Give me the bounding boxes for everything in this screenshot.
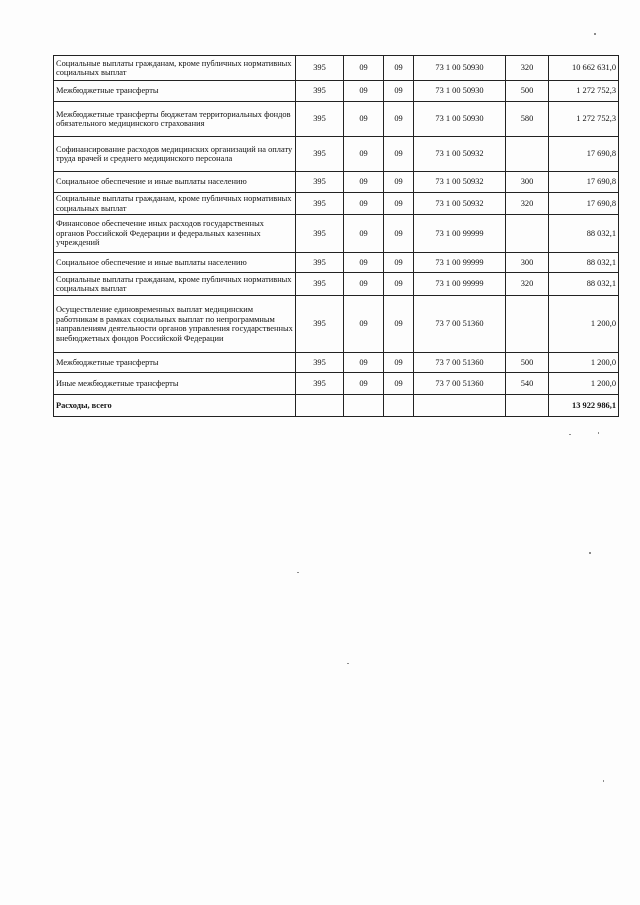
total-sum: 13 922 986,1 bbox=[549, 395, 619, 417]
row-csr: 73 7 00 51360 bbox=[414, 296, 506, 353]
row-sum: 17 690,8 bbox=[549, 193, 619, 215]
row-pr: 09 bbox=[384, 172, 414, 193]
row-vr: 300 bbox=[506, 253, 549, 273]
row-name: Социальное обеспечение и иные выплаты населению bbox=[54, 172, 296, 193]
row-vr: 500 bbox=[506, 353, 549, 373]
total-empty-cell bbox=[296, 395, 344, 417]
row-pr: 09 bbox=[384, 253, 414, 273]
row-pr: 09 bbox=[384, 353, 414, 373]
row-name: Социальные выплаты гражданам, кроме публичных нормативных социальных выплат bbox=[54, 273, 296, 296]
row-name: Иные межбюджетные трансферты bbox=[54, 373, 296, 395]
row-name: Социальные выплаты гражданам, кроме публичных нормативных социальных выплат bbox=[54, 56, 296, 81]
row-rz: 09 bbox=[344, 353, 384, 373]
scan-speck bbox=[347, 663, 349, 664]
table-row bbox=[54, 215, 619, 253]
row-sum: 88 032,1 bbox=[549, 215, 619, 253]
total-empty-cell bbox=[506, 395, 549, 417]
row-csr: 73 1 00 50930 bbox=[414, 56, 506, 81]
row-name: Социальное обеспечение и иные выплаты населению bbox=[54, 253, 296, 273]
row-rz: 09 bbox=[344, 273, 384, 296]
row-sum: 17 690,8 bbox=[549, 137, 619, 172]
row-sum: 88 032,1 bbox=[549, 253, 619, 273]
row-csr: 73 1 00 50930 bbox=[414, 102, 506, 137]
row-pr: 09 bbox=[384, 193, 414, 215]
row-gl: 395 bbox=[296, 81, 344, 102]
row-vr: 300 bbox=[506, 172, 549, 193]
scan-speck bbox=[603, 780, 604, 782]
row-gl: 395 bbox=[296, 102, 344, 137]
table-row bbox=[54, 193, 619, 215]
row-name: Межбюджетные трансферты бюджетам территориальных фондов обязательного медицинского страхования bbox=[54, 102, 296, 137]
row-vr: 580 bbox=[506, 102, 549, 137]
row-gl: 395 bbox=[296, 353, 344, 373]
row-gl: 395 bbox=[296, 193, 344, 215]
scan-speck bbox=[569, 434, 571, 435]
row-sum: 1 272 752,3 bbox=[549, 102, 619, 137]
scan-speck bbox=[598, 432, 599, 434]
row-gl: 395 bbox=[296, 296, 344, 353]
table-row bbox=[54, 81, 619, 102]
row-gl: 395 bbox=[296, 172, 344, 193]
table-row bbox=[54, 296, 619, 353]
row-sum: 10 662 631,0 bbox=[549, 56, 619, 81]
table-row bbox=[54, 56, 619, 81]
row-rz: 09 bbox=[344, 193, 384, 215]
row-rz: 09 bbox=[344, 172, 384, 193]
row-csr: 73 1 00 50932 bbox=[414, 193, 506, 215]
row-csr: 73 1 00 99999 bbox=[414, 215, 506, 253]
total-label: Расходы, всего bbox=[54, 395, 296, 417]
expenditure-table bbox=[53, 55, 619, 417]
row-csr: 73 7 00 51360 bbox=[414, 373, 506, 395]
row-rz: 09 bbox=[344, 373, 384, 395]
row-name: Финансовое обеспечение иных расходов государственных органов Российской Федерации и федеральных казенных учреждений bbox=[54, 215, 296, 253]
row-vr bbox=[506, 215, 549, 253]
total-empty-cell bbox=[344, 395, 384, 417]
row-rz: 09 bbox=[344, 296, 384, 353]
scan-speck bbox=[297, 572, 299, 573]
row-csr: 73 1 00 99999 bbox=[414, 253, 506, 273]
row-gl: 395 bbox=[296, 273, 344, 296]
row-vr: 320 bbox=[506, 273, 549, 296]
table-row bbox=[54, 273, 619, 296]
row-pr: 09 bbox=[384, 102, 414, 137]
row-rz: 09 bbox=[344, 102, 384, 137]
row-csr: 73 7 00 51360 bbox=[414, 353, 506, 373]
table-row bbox=[54, 172, 619, 193]
scan-speck bbox=[589, 552, 591, 554]
row-sum: 1 200,0 bbox=[549, 296, 619, 353]
row-gl: 395 bbox=[296, 137, 344, 172]
row-csr: 73 1 00 50932 bbox=[414, 137, 506, 172]
row-gl: 395 bbox=[296, 215, 344, 253]
scan-speck bbox=[594, 33, 596, 35]
row-vr: 500 bbox=[506, 81, 549, 102]
row-sum: 1 200,0 bbox=[549, 353, 619, 373]
row-sum: 1 200,0 bbox=[549, 373, 619, 395]
total-empty-cell bbox=[414, 395, 506, 417]
row-sum: 17 690,8 bbox=[549, 172, 619, 193]
row-pr: 09 bbox=[384, 296, 414, 353]
row-gl: 395 bbox=[296, 253, 344, 273]
row-vr bbox=[506, 137, 549, 172]
row-gl: 395 bbox=[296, 56, 344, 81]
row-pr: 09 bbox=[384, 137, 414, 172]
table-row bbox=[54, 253, 619, 273]
row-pr: 09 bbox=[384, 215, 414, 253]
row-vr: 540 bbox=[506, 373, 549, 395]
row-rz: 09 bbox=[344, 215, 384, 253]
row-sum: 1 272 752,3 bbox=[549, 81, 619, 102]
row-name: Межбюджетные трансферты bbox=[54, 81, 296, 102]
row-name: Осуществление единовременных выплат медицинским работникам в рамках социальных выплат по непрограммным направлениям деятельности органов управления государственных внебюджетных фондов Российской Федерации bbox=[54, 296, 296, 353]
row-name: Межбюджетные трансферты bbox=[54, 353, 296, 373]
row-gl: 395 bbox=[296, 373, 344, 395]
row-vr: 320 bbox=[506, 193, 549, 215]
row-name: Социальные выплаты гражданам, кроме публичных нормативных социальных выплат bbox=[54, 193, 296, 215]
total-empty-cell bbox=[384, 395, 414, 417]
row-name: Софинансирование расходов медицинских организаций на оплату труда врачей и среднего медицинского персонала bbox=[54, 137, 296, 172]
row-csr: 73 1 00 99999 bbox=[414, 273, 506, 296]
row-pr: 09 bbox=[384, 56, 414, 81]
row-csr: 73 1 00 50930 bbox=[414, 81, 506, 102]
table-row bbox=[54, 102, 619, 137]
row-pr: 09 bbox=[384, 81, 414, 102]
row-vr bbox=[506, 296, 549, 353]
table-row bbox=[54, 373, 619, 395]
row-rz: 09 bbox=[344, 137, 384, 172]
row-rz: 09 bbox=[344, 81, 384, 102]
row-rz: 09 bbox=[344, 56, 384, 81]
total-row bbox=[54, 395, 619, 417]
row-pr: 09 bbox=[384, 273, 414, 296]
row-vr: 320 bbox=[506, 56, 549, 81]
row-sum: 88 032,1 bbox=[549, 273, 619, 296]
row-csr: 73 1 00 50932 bbox=[414, 172, 506, 193]
table-row bbox=[54, 137, 619, 172]
row-pr: 09 bbox=[384, 373, 414, 395]
row-rz: 09 bbox=[344, 253, 384, 273]
table-row bbox=[54, 353, 619, 373]
